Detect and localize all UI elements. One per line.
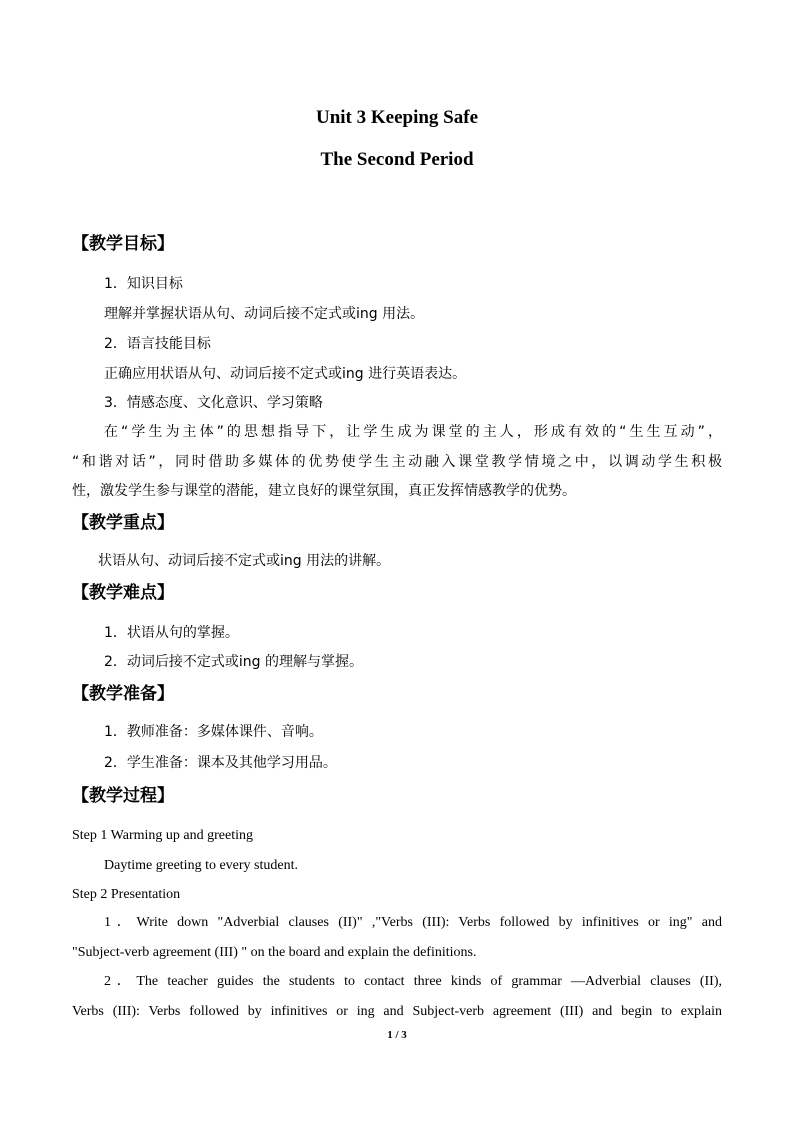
difficulty-1: 1．状语从句的掌握。 bbox=[104, 625, 239, 641]
process-step-1-text: Daytime greeting to every student. bbox=[104, 858, 298, 873]
document-subtitle: The Second Period bbox=[320, 149, 474, 170]
section-heading-key-points: 【教学重点】 bbox=[72, 513, 174, 533]
difficulty-2: 2．动词后接不定式或ing 的理解与掌握。 bbox=[104, 654, 364, 670]
objective-3-line-1: 在“学生为主体”的思想指导下，让学生成为课堂的主人，形成有效的“生生互动”， bbox=[104, 424, 722, 440]
process-paragraph-2-line-1: 2．The teacher guides the students to contact three kinds of grammar —Adverbial clauses (II), bbox=[104, 974, 722, 989]
preparation-2: 2．学生准备：课本及其他学习用品。 bbox=[104, 755, 337, 771]
objective-1-title: 1．知识目标 bbox=[104, 276, 183, 292]
objective-3-line-3: 性，激发学生参与课堂的潜能，建立良好的课堂氛围，真正发挥情感教学的优势。 bbox=[72, 483, 576, 499]
document-title: Unit 3 Keeping Safe bbox=[315, 107, 479, 128]
page-number: 1 / 3 bbox=[387, 1029, 407, 1041]
key-points-text: 状语从句、动词后接不定式或ing 用法的讲解。 bbox=[98, 553, 391, 569]
preparation-1: 1．教师准备：多媒体课件、音响。 bbox=[104, 724, 323, 740]
objective-1-text: 理解并掌握状语从句、动词后接不定式或ing 用法。 bbox=[104, 306, 425, 322]
section-heading-objectives: 【教学目标】 bbox=[72, 234, 174, 254]
section-heading-process: 【教学过程】 bbox=[72, 786, 174, 806]
objective-3-line-2: “和谐对话”，同时借助多媒体的优势使学生主动融入课堂教学情境之中，以调动学生积极 bbox=[72, 454, 722, 470]
process-paragraph-1-line-1: 1．Write down "Adverbial clauses (II)" ,"Verbs (III): Verbs followed by infinitives or ing" and bbox=[104, 915, 722, 930]
process-paragraph-2-line-2: Verbs (III): Verbs followed by infinitives or ing and Subject-verb agreement (III) and begin to explain bbox=[72, 1004, 722, 1019]
section-heading-difficulties: 【教学难点】 bbox=[72, 583, 174, 603]
process-paragraph-1-line-2: "Subject-verb agreement (III) " on the board and explain the definitions. bbox=[72, 945, 477, 960]
section-heading-preparation: 【教学准备】 bbox=[72, 684, 174, 704]
objective-2-text: 正确应用状语从句、动词后接不定式或ing 进行英语表达。 bbox=[104, 366, 467, 382]
objective-2-title: 2．语言技能目标 bbox=[104, 336, 211, 352]
process-step-2: Step 2 Presentation bbox=[72, 887, 181, 902]
objective-3-title: 3．情感态度、文化意识、学习策略 bbox=[104, 395, 323, 411]
process-step-1: Step 1 Warming up and greeting bbox=[72, 828, 253, 843]
